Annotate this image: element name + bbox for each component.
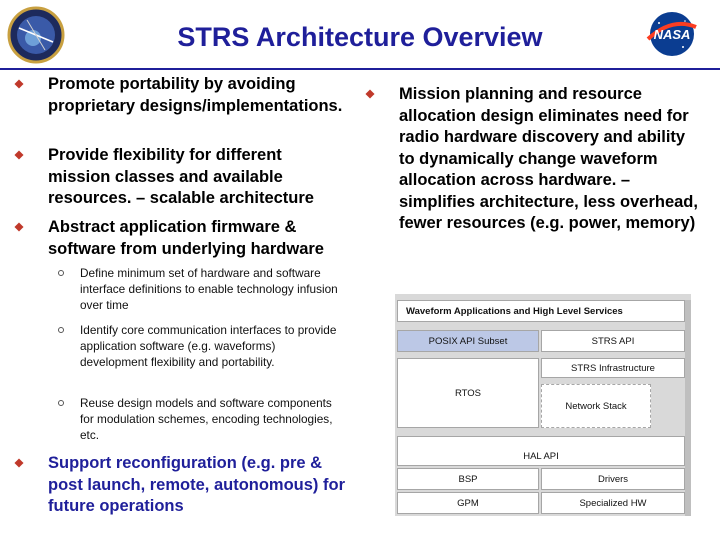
diagram-rtos: RTOS: [397, 358, 539, 428]
circle-bullet-icon: [58, 400, 64, 406]
bullet-portability: Promote portability by avoiding proprietary designs/implementations.: [48, 74, 343, 117]
architecture-diagram: [395, 294, 691, 516]
diagram-specialized-hw: Specialized HW: [541, 492, 685, 514]
diagram-strs-infrastructure: STRS Infrastructure: [541, 358, 685, 378]
circle-bullet-icon: [58, 327, 64, 333]
bullet-abstract: Abstract application firmware & software from underlying hardware: [48, 217, 358, 260]
diamond-bullet-icon: [15, 223, 23, 231]
diagram-gpm: GPM: [397, 492, 539, 514]
diamond-bullet-icon: [15, 80, 23, 88]
diagram-strs-api: STRS API: [541, 330, 685, 352]
svg-text:NASA: NASA: [653, 27, 691, 42]
diagram-bsp: BSP: [397, 468, 539, 490]
sub-bullet-define: Define minimum set of hardware and software interface definitions to enable technology infusion over time: [80, 265, 342, 314]
bullet-flexibility: Provide flexibility for different mission classes and available resources. – scalable architecture: [48, 145, 343, 210]
sub-bullet-identify: Identify core communication interfaces to provide application software (e.g. waveforms) development flexibility and portability.: [80, 322, 342, 371]
title-divider: [0, 68, 720, 70]
diagram-network-stack: Network Stack: [541, 384, 651, 428]
sub-bullet-reuse: Reuse design models and software components for modulation schemes, encoding technologies, etc.: [80, 395, 342, 444]
diamond-bullet-icon: [15, 459, 23, 467]
diagram-posix-api: POSIX API Subset: [397, 330, 539, 352]
diamond-bullet-icon: [15, 151, 23, 159]
bullet-reconfiguration: Support reconfiguration (e.g. pre & post launch, remote, autonomous) for future operations: [48, 453, 358, 518]
diagram-drivers: Drivers: [541, 468, 685, 490]
circle-bullet-icon: [58, 270, 64, 276]
diagram-hal-api: HAL API: [397, 436, 685, 466]
page-title: STRS Architecture Overview: [177, 22, 543, 52]
bullet-mission-planning: Mission planning and resource allocation design eliminates need for radio hardware discovery and ability to dynamically change waveform allocation across hardware. – simplifies architecture, less overhead, fewer resources (e.g. power, memory): [399, 84, 699, 235]
diamond-bullet-icon: [366, 90, 374, 98]
diagram-waveform-applications: Waveform Applications and High Level Services: [397, 300, 685, 322]
